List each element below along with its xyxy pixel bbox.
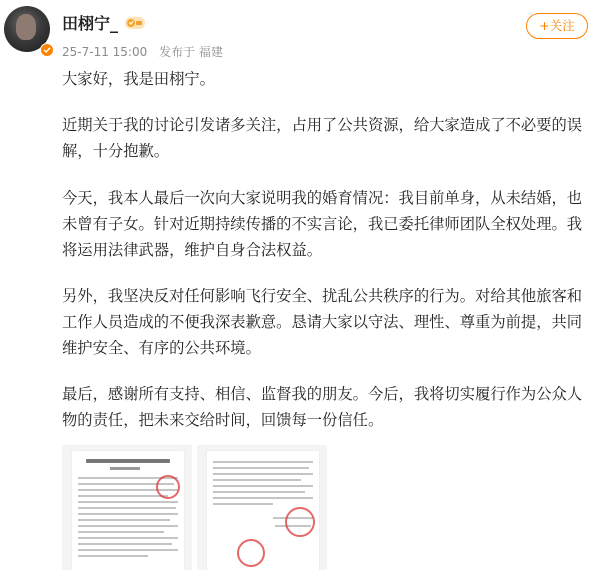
post-time[interactable]: 25-7-11 15:00 [62,45,148,59]
document-image-2[interactable] [197,445,327,570]
document-text-line [213,485,313,487]
red-seal-stamp [156,475,180,499]
post-paragraph: 近期关于我的讨论引发诸多关注，占用了公共资源，给大家造成了不必要的误解，十分抱歉。 [62,116,583,160]
document-text-line [78,519,170,521]
post-content [62,66,592,453]
post-images [62,445,327,570]
document-image-1[interactable] [62,445,192,570]
post-meta [62,43,231,60]
post-paragraph: 最后，感谢所有支持、相信、监督我的朋友。今后，我将切实履行作为公众人物的责任，把未来交给时间，回馈每一份信任。 [62,385,583,429]
document-text-line [213,503,273,505]
follow-button[interactable]: +关注 [526,13,588,39]
post-paragraph: 今天，我本人最后一次向大家说明我的婚育情况：我目前单身，从未结婚，也未曾有子女。针对近期持续传播的不实言论，我已委托律师团队全权处理。我将运用法律武器，维护自身合法权益。 [62,189,583,259]
document-title-line [86,459,170,463]
post-paragraph: 大家好，我是田栩宁。 [62,70,215,88]
document-text-line [213,479,301,481]
post-paragraph: 另外，我坚决反对任何影响飞行安全、扰乱公共秩序的行为。对给其他旅客和工作人员造成的不便我深表歉意。恳请大家以守法、理性、尊重为前提，共同维护安全、有序的公共环境。 [62,287,583,357]
document-text-line [78,495,168,497]
document-subtitle-line [110,467,140,470]
post-location: 发布于 福建 [159,45,223,59]
avatar[interactable] [4,6,50,52]
document-text-line [78,549,178,551]
document-text-line [78,531,164,533]
document-text-line [213,491,305,493]
document-text-line [78,501,178,503]
document-text-line [78,525,178,527]
red-seal-stamp [285,507,315,537]
verified-badge-icon [40,43,54,57]
document-page [207,451,319,570]
document-page [72,451,184,570]
document-text-line [78,513,178,515]
avatar-face [16,14,36,40]
document-text-line [78,507,176,509]
author-name[interactable]: 田栩宁_ [62,14,119,33]
vip-badge-icon[interactable] [124,15,146,31]
document-text-line [213,467,309,469]
username-row [62,11,146,34]
red-seal-stamp [237,539,265,567]
document-text-line [213,461,313,463]
document-text-line [78,555,148,557]
document-text-line [78,543,172,545]
document-text-line [78,537,178,539]
document-text-line [213,497,313,499]
document-text-line [213,473,313,475]
